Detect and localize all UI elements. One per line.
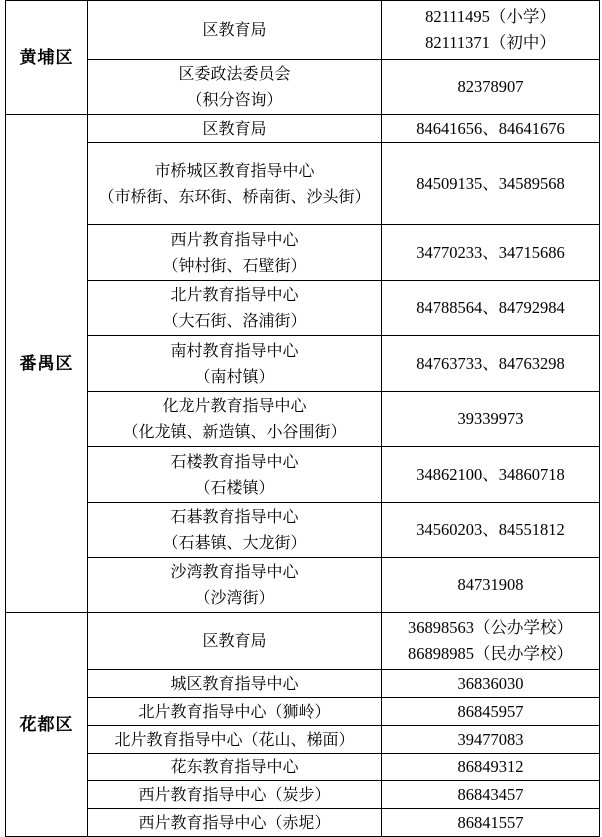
office-cell — [88, 670, 382, 698]
phone-cell — [382, 698, 600, 726]
phone-cell — [382, 115, 600, 143]
office-name: 化龙片教育指导中心 — [162, 396, 307, 415]
phone-number: 82111371（初中） — [425, 33, 556, 52]
phone-number: 84731908 — [457, 575, 524, 594]
table-row — [6, 392, 600, 447]
office-cell — [88, 225, 382, 281]
office-name: 石碁教育指导中心 — [170, 507, 299, 526]
phone-number: 36836030 — [457, 673, 524, 693]
office-cell — [88, 809, 382, 837]
office-cell — [88, 781, 382, 809]
phone-number: 86849312 — [457, 757, 524, 776]
office-name: 西片教育指导中心（赤坭） — [138, 812, 331, 832]
office-note: （南村镇） — [194, 366, 275, 386]
office-note: （钟村街、石壁街） — [162, 255, 307, 275]
phone-cell — [382, 613, 600, 670]
office-name: 区教育局 — [202, 631, 267, 650]
office-name: 北片教育指导中心（狮岭） — [138, 701, 331, 721]
office-cell — [88, 613, 382, 670]
contact-table-container — [5, 0, 599, 837]
office-name: 区教育局 — [202, 118, 267, 138]
table-row — [6, 447, 600, 503]
table-row — [6, 809, 600, 837]
office-note: （化龙镇、新造镇、小谷围街） — [122, 422, 347, 441]
office-name: 区委政法委员会 — [178, 64, 291, 83]
office-cell — [88, 447, 382, 503]
office-cell — [88, 392, 382, 447]
office-cell — [88, 281, 382, 336]
phone-cell — [382, 503, 600, 558]
office-name: 西片教育指导中心 — [170, 229, 299, 249]
phone-cell — [382, 754, 600, 781]
office-name: 沙湾教育指导中心 — [170, 562, 299, 581]
table-row — [6, 670, 600, 698]
district-cell: 番禺区 — [6, 115, 88, 613]
phone-number: 84641656、84641676 — [416, 118, 565, 138]
phone-number: 82378907 — [457, 77, 524, 96]
office-note: （市桥街、东环街、桥南街、沙头街） — [98, 186, 371, 206]
phone-number: 84763733、84763298 — [416, 353, 565, 373]
office-cell — [88, 1, 382, 60]
office-cell — [88, 143, 382, 225]
office-name: 市桥城区教育指导中心 — [154, 160, 315, 180]
phone-number: 36898563（公办学校） — [408, 618, 573, 637]
phone-cell — [382, 392, 600, 447]
table-row — [6, 698, 600, 726]
office-cell — [88, 558, 382, 613]
office-name: 城区教育指导中心 — [170, 673, 299, 693]
phone-number: 39339973 — [457, 409, 524, 428]
phone-cell — [382, 809, 600, 837]
phone-cell — [382, 143, 600, 225]
table-row — [6, 503, 600, 558]
district-cell: 花都区 — [6, 613, 88, 837]
phone-number: 82111495（小学） — [425, 7, 556, 26]
phone-number: 86843457 — [457, 784, 524, 804]
phone-cell — [382, 670, 600, 698]
phone-number: 34560203、84551812 — [416, 520, 565, 539]
phone-number: 86841557 — [457, 812, 524, 832]
table-row — [6, 1, 600, 60]
office-name: 西片教育指导中心（炭步） — [138, 784, 331, 804]
office-cell — [88, 754, 382, 781]
table-row — [6, 225, 600, 281]
table-row — [6, 754, 600, 781]
table-row — [6, 60, 600, 115]
office-note: （石楼镇） — [194, 477, 275, 497]
table-row — [6, 558, 600, 613]
office-name: 北片教育指导中心 — [170, 285, 299, 304]
phone-cell — [382, 447, 600, 503]
phone-cell — [382, 225, 600, 281]
phone-cell — [382, 781, 600, 809]
phone-number: 39477083 — [457, 729, 524, 749]
office-note: （积分咨询） — [186, 90, 283, 109]
office-cell — [88, 726, 382, 754]
office-note: （沙湾街） — [194, 588, 275, 607]
phone-cell — [382, 558, 600, 613]
office-name: 区教育局 — [202, 20, 267, 39]
table-row — [6, 281, 600, 336]
office-name: 南村教育指导中心 — [170, 340, 299, 360]
table-row — [6, 336, 600, 392]
table-row — [6, 781, 600, 809]
office-note: （大石街、洛浦街） — [162, 311, 307, 330]
office-cell — [88, 503, 382, 558]
table-row — [6, 143, 600, 225]
phone-cell — [382, 1, 600, 60]
office-cell — [88, 60, 382, 115]
office-name: 北片教育指导中心（花山、梯面） — [114, 729, 355, 749]
phone-number: 86845957 — [457, 701, 524, 721]
phone-number: 34770233、34715686 — [416, 242, 565, 262]
table-top-border — [5, 0, 599, 1]
office-cell — [88, 336, 382, 392]
phone-number: 84509135、34589568 — [416, 173, 565, 193]
phone-cell — [382, 281, 600, 336]
phone-cell — [382, 60, 600, 115]
phone-number: 86898985（民办学校） — [408, 644, 573, 663]
district-cell: 黄埔区 — [6, 1, 88, 115]
office-note: （石碁镇、大龙街） — [162, 533, 307, 552]
table-row — [6, 613, 600, 670]
office-name: 石楼教育指导中心 — [170, 451, 299, 471]
phone-number: 84788564、84792984 — [416, 298, 565, 317]
table-row — [6, 726, 600, 754]
office-cell — [88, 698, 382, 726]
contact-table — [5, 0, 600, 837]
office-name: 花东教育指导中心 — [170, 757, 299, 776]
office-cell — [88, 115, 382, 143]
phone-number: 34862100、34860718 — [416, 464, 565, 484]
phone-cell — [382, 726, 600, 754]
table-row — [6, 115, 600, 143]
phone-cell — [382, 336, 600, 392]
